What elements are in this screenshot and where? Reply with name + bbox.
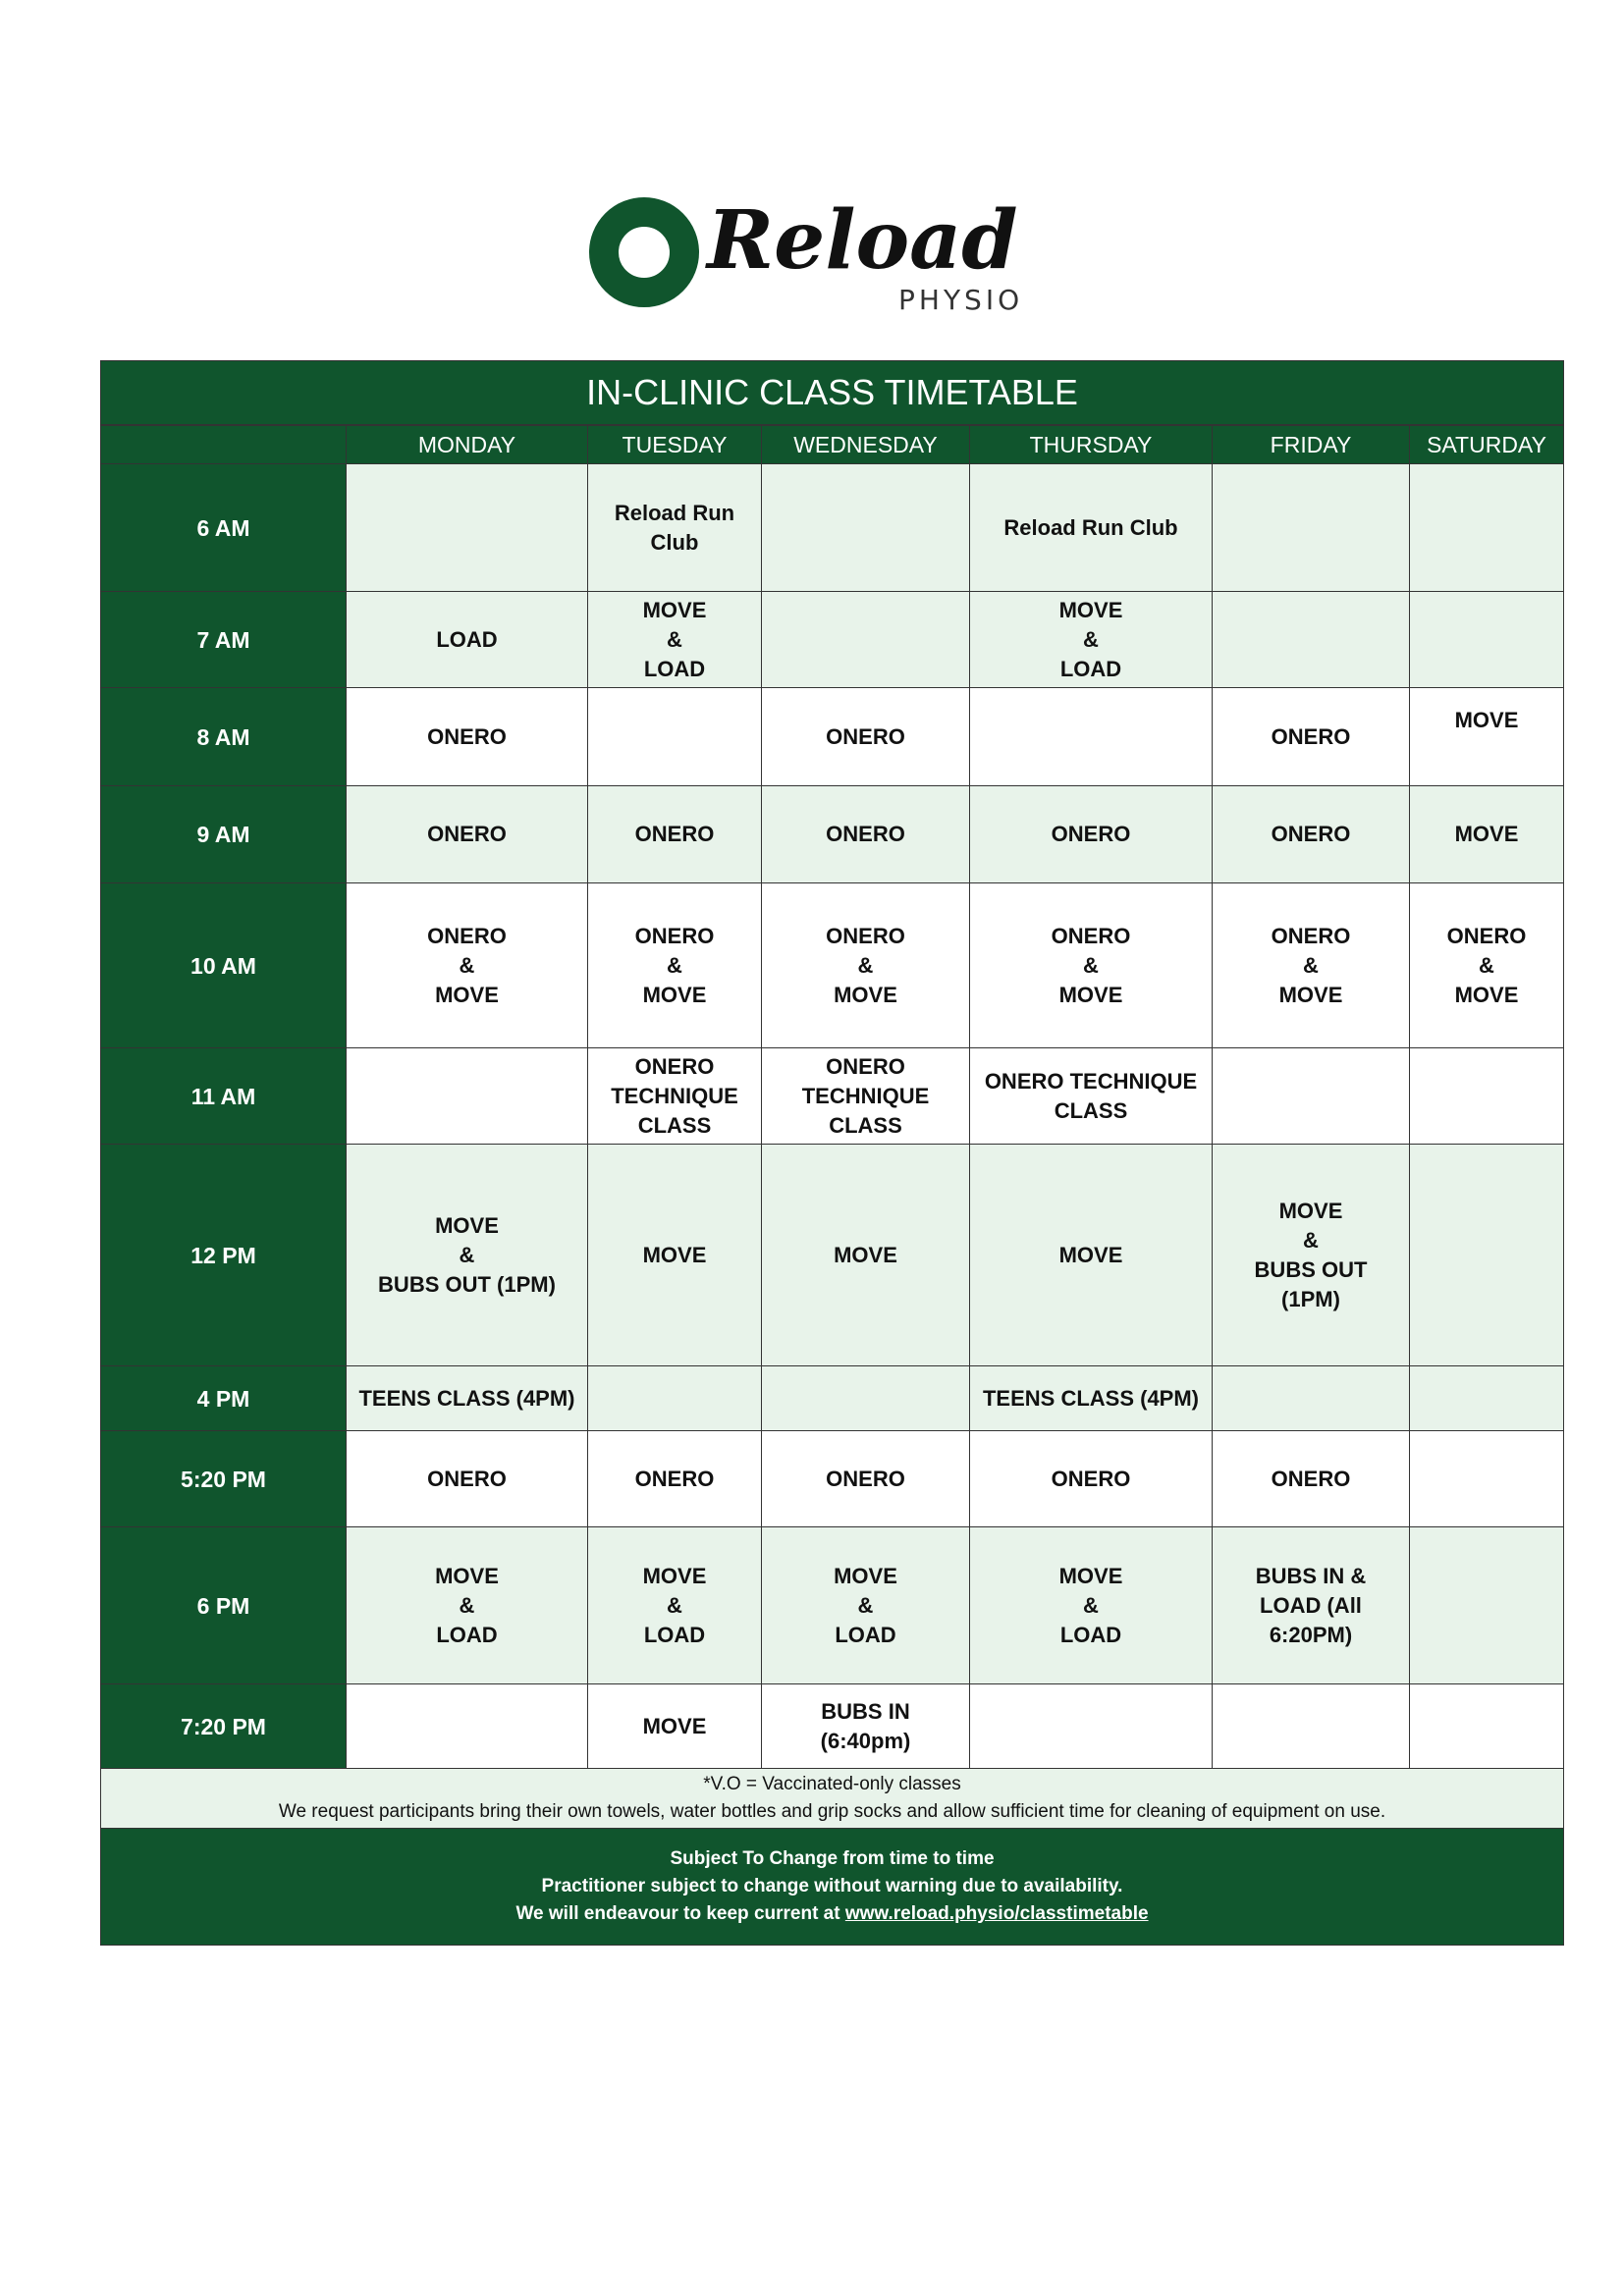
day-header-thursday: THURSDAY [970, 425, 1213, 464]
timetable-title: IN-CLINIC CLASS TIMETABLE [101, 361, 1564, 426]
class-cell-thursday: ONERO TECHNIQUE CLASS [970, 1048, 1213, 1145]
day-header-friday: FRIDAY [1213, 425, 1410, 464]
time-slot-row [101, 592, 1564, 688]
class-cell-saturday [1410, 1366, 1564, 1431]
class-cell-wednesday: ONERO & MOVE [762, 883, 970, 1048]
time-label: 10 AM [101, 883, 347, 1048]
class-cell-saturday: ONERO & MOVE [1410, 883, 1564, 1048]
class-cell-saturday [1410, 1684, 1564, 1769]
time-label: 6 AM [101, 464, 347, 592]
vo-note: *V.O = Vaccinated-only classes [703, 1774, 961, 1794]
class-cell-tuesday: ONERO [588, 786, 762, 883]
class-cell-tuesday [588, 688, 762, 786]
class-cell-monday: LOAD [347, 592, 588, 688]
class-cell-monday: ONERO [347, 688, 588, 786]
time-slot-row [101, 464, 1564, 592]
time-label: 11 AM [101, 1048, 347, 1145]
class-cell-tuesday: ONERO & MOVE [588, 883, 762, 1048]
class-cell-monday [347, 1048, 588, 1145]
class-cell-tuesday: MOVE [588, 1684, 762, 1769]
class-cell-wednesday: ONERO [762, 786, 970, 883]
class-cell-wednesday [762, 1366, 970, 1431]
time-label: 6 PM [101, 1527, 347, 1684]
class-cell-monday: MOVE & LOAD [347, 1527, 588, 1684]
class-cell-thursday: ONERO [970, 1431, 1213, 1527]
time-slot-row [101, 688, 1564, 786]
timetable-link[interactable]: www.reload.physio/classtimetable [844, 1903, 1149, 1924]
class-cell-wednesday: ONERO [762, 1431, 970, 1527]
time-slot-row [101, 883, 1564, 1048]
svg-text:Reload: Reload [707, 193, 1018, 288]
class-cell-monday [347, 464, 588, 592]
reload-physio-logo [589, 191, 1051, 319]
day-header-wednesday: WEDNESDAY [762, 425, 970, 464]
class-cell-friday: ONERO [1213, 688, 1410, 786]
footer-line-2: Practitioner subject to change without warning due to availability. [541, 1876, 1123, 1896]
class-cell-friday [1213, 592, 1410, 688]
class-cell-thursday: MOVE [970, 1145, 1213, 1366]
class-cell-thursday: ONERO [970, 786, 1213, 883]
class-cell-tuesday: MOVE & LOAD [588, 592, 762, 688]
class-cell-thursday: TEENS CLASS (4PM) [970, 1366, 1213, 1431]
request-note: We request participants bring their own towels, water bottles and grip socks and allow sufficient time for cleaning of equipment on use. [278, 1801, 1386, 1822]
class-cell-friday: ONERO [1213, 1431, 1410, 1527]
time-slot-row [101, 1366, 1564, 1431]
time-slot-row [101, 1048, 1564, 1145]
class-cell-friday [1213, 1684, 1410, 1769]
day-header-monday: MONDAY [347, 425, 588, 464]
class-cell-tuesday: Reload Run Club [588, 464, 762, 592]
class-cell-monday: ONERO [347, 1431, 588, 1527]
class-cell-saturday: MOVE [1410, 786, 1564, 883]
time-slot-row [101, 786, 1564, 883]
class-cell-monday: TEENS CLASS (4PM) [347, 1366, 588, 1431]
day-header-saturday: SATURDAY [1410, 425, 1564, 464]
footer-line-1: Subject To Change from time to time [670, 1848, 995, 1869]
class-cell-saturday [1410, 1048, 1564, 1145]
class-cell-friday [1213, 1048, 1410, 1145]
class-cell-friday [1213, 464, 1410, 592]
class-timetable [100, 360, 1564, 1946]
class-cell-saturday: MOVE [1410, 688, 1564, 786]
class-cell-monday: ONERO & MOVE [347, 883, 588, 1048]
class-cell-friday: BUBS IN & LOAD (All 6:20PM) [1213, 1527, 1410, 1684]
class-cell-friday: ONERO [1213, 786, 1410, 883]
time-slot-row [101, 1431, 1564, 1527]
footer [101, 1829, 1564, 1946]
corner-cell [101, 425, 347, 464]
time-label: 7:20 PM [101, 1684, 347, 1769]
class-cell-monday [347, 1684, 588, 1769]
class-cell-tuesday: MOVE & LOAD [588, 1527, 762, 1684]
class-cell-friday: MOVE & BUBS OUT (1PM) [1213, 1145, 1410, 1366]
class-cell-wednesday: BUBS IN (6:40pm) [762, 1684, 970, 1769]
time-label: 5:20 PM [101, 1431, 347, 1527]
day-header-tuesday: TUESDAY [588, 425, 762, 464]
class-cell-wednesday [762, 592, 970, 688]
class-cell-wednesday: ONERO TECHNIQUE CLASS [762, 1048, 970, 1145]
class-cell-tuesday [588, 1366, 762, 1431]
class-cell-thursday [970, 688, 1213, 786]
class-cell-saturday [1410, 1431, 1564, 1527]
logo-ring-icon [589, 191, 1051, 319]
time-label: 9 AM [101, 786, 347, 883]
class-cell-tuesday: ONERO TECHNIQUE CLASS [588, 1048, 762, 1145]
class-cell-friday [1213, 1366, 1410, 1431]
time-label: 8 AM [101, 688, 347, 786]
class-cell-wednesday: MOVE & LOAD [762, 1527, 970, 1684]
time-slot-row [101, 1145, 1564, 1366]
time-label: 7 AM [101, 592, 347, 688]
class-cell-thursday: MOVE & LOAD [970, 592, 1213, 688]
class-cell-wednesday [762, 464, 970, 592]
class-cell-monday: MOVE & BUBS OUT (1PM) [347, 1145, 588, 1366]
time-slot-row [101, 1684, 1564, 1769]
class-cell-wednesday: ONERO [762, 688, 970, 786]
time-label: 4 PM [101, 1366, 347, 1431]
class-cell-saturday [1410, 464, 1564, 592]
class-cell-monday: ONERO [347, 786, 588, 883]
class-cell-thursday: ONERO & MOVE [970, 883, 1213, 1048]
notes [101, 1769, 1564, 1829]
footer-line-3: We will endeavour to keep current at [515, 1903, 845, 1924]
class-cell-saturday [1410, 592, 1564, 688]
class-cell-thursday: Reload Run Club [970, 464, 1213, 592]
class-cell-thursday [970, 1684, 1213, 1769]
class-cell-friday: ONERO & MOVE [1213, 883, 1410, 1048]
class-cell-tuesday: ONERO [588, 1431, 762, 1527]
class-cell-tuesday: MOVE [588, 1145, 762, 1366]
class-cell-thursday: MOVE & LOAD [970, 1527, 1213, 1684]
class-cell-saturday [1410, 1527, 1564, 1684]
class-cell-wednesday: MOVE [762, 1145, 970, 1366]
svg-text:PHYSIO: PHYSIO [898, 284, 1024, 316]
time-slot-row [101, 1527, 1564, 1684]
class-cell-saturday [1410, 1145, 1564, 1366]
time-label: 12 PM [101, 1145, 347, 1366]
